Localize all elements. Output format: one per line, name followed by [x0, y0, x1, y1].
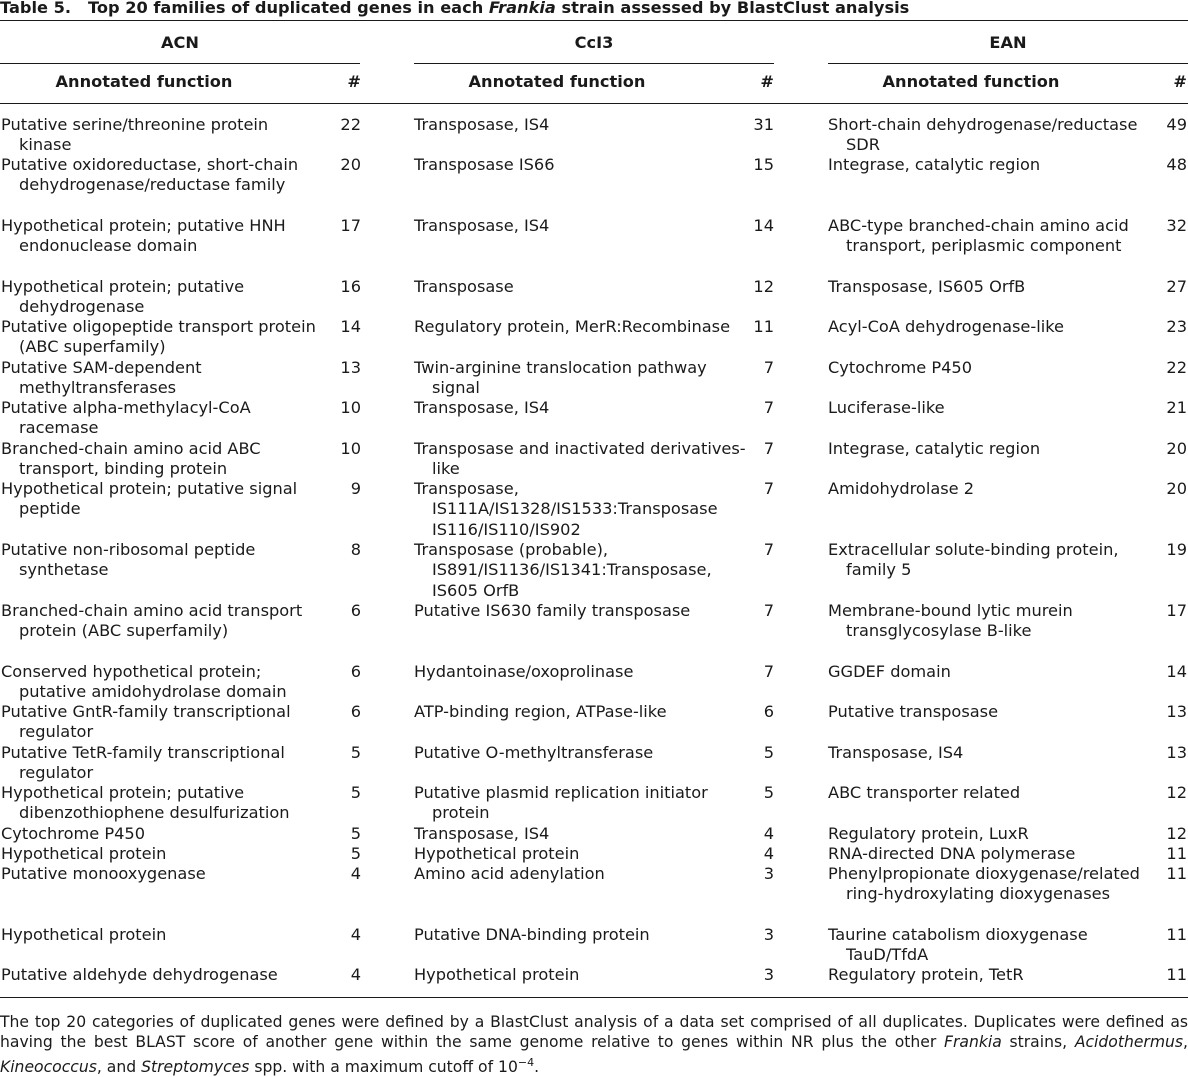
ean-count: 12 [1166, 783, 1187, 802]
acn-count: 6 [350, 702, 361, 721]
ean-count: 20 [1166, 479, 1187, 498]
cci3-function: Putative DNA-binding protein [414, 925, 650, 944]
acn-count: 8 [350, 540, 361, 559]
ean-count: 49 [1166, 115, 1187, 134]
cci3-count: 3 [763, 925, 774, 944]
footnote-italic-streptomyces: Streptomyces [141, 1057, 250, 1076]
acn-count: 5 [350, 824, 361, 843]
acn-function: Hypothetical protein; putative dehydrogenase [1, 277, 245, 317]
col-header-function-cci3: Annotated function [468, 72, 646, 91]
acn-count: 5 [350, 743, 361, 762]
cci3-function: Transposase, IS4 [414, 824, 550, 843]
footnote-text: strains, [1001, 1033, 1075, 1052]
strain-header-ean: EAN [989, 33, 1027, 52]
cci3-function: Twin-arginine translocation pathway signal [414, 358, 707, 398]
ean-function: Transposase, IS605 OrfB [828, 277, 1026, 296]
strain-header-cci3: CcI3 [574, 33, 614, 52]
header-rule [0, 103, 1188, 104]
ean-count: 14 [1166, 662, 1187, 681]
acn-count: 14 [340, 317, 361, 336]
ean-count: 11 [1166, 864, 1187, 883]
acn-function: Putative GntR-family transcriptional regulator [1, 702, 291, 742]
ean-function: Putative transposase [828, 702, 999, 721]
table-footnote [0, 1012, 1188, 1077]
cci3-function: Transposase, IS111A/IS1328/IS1533:Transposase IS116/IS110/IS902 [414, 479, 718, 539]
cci3-count: 5 [763, 743, 774, 762]
cci3-function: Transposase, IS4 [414, 115, 550, 134]
cci3-function: Hypothetical protein [414, 844, 580, 863]
acn-function: Branched-chain amino acid transport protein (ABC superfamily) [1, 601, 303, 641]
acn-count: 6 [350, 662, 361, 681]
ean-function: ABC transporter related [828, 783, 1021, 802]
ean-function: Regulatory protein, LuxR [828, 824, 1029, 843]
cci3-count: 3 [763, 864, 774, 883]
acn-count: 4 [350, 925, 361, 944]
footnote-text: The top 20 categories of duplicated genes were defined by a BlastClust analysis of a data set comprised of all duplicates. Duplicates were defined as having the best BLAST score of another gene within the same genome relative to genes within NR plus the other [0, 1013, 1188, 1052]
cci3-function: Putative O-methyltransferase [414, 743, 654, 762]
top-rule [0, 20, 1188, 21]
acn-function: Putative oligopeptide transport protein (ABC superfamily) [1, 317, 316, 357]
cci3-count: 11 [753, 317, 774, 336]
col-header-count-cci3: # [760, 72, 774, 91]
cci3-function: Transposase (probable), IS891/IS1136/IS1341:Transposase, IS605 OrfB [414, 540, 712, 600]
ean-function: GGDEF domain [828, 662, 951, 681]
footnote-text: spp. with a maximum cutoff of 10 [249, 1057, 518, 1076]
ean-function: Extracellular solute-binding protein, family 5 [828, 540, 1119, 580]
cci3-count: 14 [753, 216, 774, 235]
footnote-text: . [534, 1057, 540, 1076]
acn-count: 4 [350, 864, 361, 883]
cci3-function: Hypothetical protein [414, 965, 580, 984]
ean-count: 11 [1166, 925, 1187, 944]
acn-function: Hypothetical protein; putative dibenzothiophene desulfurization [1, 783, 290, 823]
ean-function: RNA-directed DNA polymerase [828, 844, 1076, 863]
acn-function: Putative aldehyde dehydrogenase [1, 965, 278, 984]
acn-function: Putative SAM-dependent methyltransferases [1, 358, 202, 398]
ean-count: 22 [1166, 358, 1187, 377]
strain-rule-ean [828, 63, 1188, 64]
ean-function: Integrase, catalytic region [828, 439, 1041, 458]
cci3-function: Transposase, IS4 [414, 216, 550, 235]
acn-count: 16 [340, 277, 361, 296]
ean-count: 13 [1166, 743, 1187, 762]
acn-count: 4 [350, 965, 361, 984]
footnote-text: , [1183, 1033, 1188, 1052]
ean-function: Luciferase-like [828, 398, 945, 417]
ean-function: Short-chain dehydrogenase/reductase SDR [828, 115, 1138, 155]
ean-count: 13 [1166, 702, 1187, 721]
acn-count: 5 [350, 783, 361, 802]
ean-function: Phenylpropionate dioxygenase/related ring-hydroxylating dioxygenases [828, 864, 1140, 904]
ean-count: 21 [1166, 398, 1187, 417]
ean-function: Transposase, IS4 [828, 743, 964, 762]
cci3-count: 6 [763, 702, 774, 721]
cci3-function: Transposase and inactivated derivatives-like [414, 439, 746, 479]
ean-count: 19 [1166, 540, 1187, 559]
cci3-count: 7 [763, 540, 774, 559]
acn-count: 13 [340, 358, 361, 377]
footnote-italic-kineococcus: Kineococcus [0, 1057, 97, 1076]
acn-count: 17 [340, 216, 361, 235]
ean-function: Regulatory protein, TetR [828, 965, 1024, 984]
acn-count: 10 [340, 398, 361, 417]
acn-function: Cytochrome P450 [1, 824, 146, 843]
ean-function: Amidohydrolase 2 [828, 479, 975, 498]
acn-function: Putative oxidoreductase, short-chain dehydrogenase/reductase family [1, 155, 299, 195]
footnote-text: , and [96, 1057, 142, 1076]
table-caption [0, 0, 1188, 18]
ean-count: 11 [1166, 844, 1187, 863]
cci3-function: Transposase [414, 277, 514, 296]
bottom-rule [0, 997, 1188, 998]
ean-function: Membrane-bound lytic murein transglycosylase B-like [828, 601, 1073, 641]
ean-function: Acyl-CoA dehydrogenase-like [828, 317, 1064, 336]
cci3-count: 4 [763, 844, 774, 863]
acn-function: Hypothetical protein; putative HNH endonuclease domain [1, 216, 286, 256]
acn-function: Hypothetical protein [1, 925, 167, 944]
acn-function: Putative non-ribosomal peptide synthetase [1, 540, 256, 580]
cci3-function: Amino acid adenylation [414, 864, 605, 883]
cci3-count: 7 [763, 398, 774, 417]
acn-count: 9 [350, 479, 361, 498]
cci3-function: Transposase IS66 [414, 155, 555, 174]
ean-count: 27 [1166, 277, 1187, 296]
cci3-count: 4 [763, 824, 774, 843]
cci3-function: Hydantoinase/oxoprolinase [414, 662, 634, 681]
cci3-function: Putative IS630 family transposase [414, 601, 691, 620]
col-header-function-acn: Annotated function [55, 72, 233, 91]
acn-count: 22 [340, 115, 361, 134]
cci3-count: 3 [763, 965, 774, 984]
footnote-exponent: −4 [517, 1055, 535, 1069]
cci3-function: Regulatory protein, MerR:Recombinase [414, 317, 731, 336]
strain-header-acn: ACN [161, 33, 199, 52]
ean-function: Cytochrome P450 [828, 358, 973, 377]
footnote-italic-acidothermus: Acidothermus [1074, 1033, 1184, 1052]
strain-rule-acn [0, 63, 360, 64]
ean-count: 32 [1166, 216, 1187, 235]
ean-count: 12 [1166, 824, 1187, 843]
caption-text-after: strain assessed by BlastClust analysis [555, 0, 910, 17]
cci3-count: 7 [763, 662, 774, 681]
cci3-count: 7 [763, 358, 774, 377]
ean-count: 48 [1166, 155, 1187, 174]
cci3-function: ATP-binding region, ATPase-like [414, 702, 667, 721]
col-header-function-ean: Annotated function [882, 72, 1060, 91]
acn-function: Hypothetical protein [1, 844, 167, 863]
ean-count: 17 [1166, 601, 1187, 620]
footnote-italic-frankia: Frankia [944, 1033, 1002, 1052]
acn-function: Conserved hypothetical protein; putative amidohydrolase domain [1, 662, 287, 702]
cci3-function: Transposase, IS4 [414, 398, 550, 417]
ean-function: ABC-type branched-chain amino acid transport, periplasmic component [828, 216, 1129, 256]
col-header-count-acn: # [347, 72, 361, 91]
acn-function: Putative monooxygenase [1, 864, 206, 883]
acn-count: 20 [340, 155, 361, 174]
acn-function: Branched-chain amino acid ABC transport, binding protein [1, 439, 261, 479]
acn-count: 6 [350, 601, 361, 620]
ean-count: 23 [1166, 317, 1187, 336]
cci3-count: 5 [763, 783, 774, 802]
cci3-count: 31 [753, 115, 774, 134]
ean-count: 11 [1166, 965, 1187, 984]
cci3-function: Putative plasmid replication initiator protein [414, 783, 708, 823]
cci3-count: 12 [753, 277, 774, 296]
acn-function: Putative TetR-family transcriptional regulator [1, 743, 285, 783]
caption-label: Table 5. [0, 0, 72, 17]
ean-function: Taurine catabolism dioxygenase TauD/TfdA [828, 925, 1088, 965]
acn-function: Putative alpha-methylacyl-CoA racemase [1, 398, 251, 438]
cci3-count: 15 [753, 155, 774, 174]
cci3-count: 7 [763, 479, 774, 498]
acn-count: 5 [350, 844, 361, 863]
ean-count: 20 [1166, 439, 1187, 458]
cci3-count: 7 [763, 439, 774, 458]
caption-italic: Frankia [488, 0, 556, 17]
strain-rule-cci3 [414, 63, 774, 64]
ean-function: Integrase, catalytic region [828, 155, 1041, 174]
acn-function: Hypothetical protein; putative signal peptide [1, 479, 298, 519]
acn-count: 10 [340, 439, 361, 458]
col-header-count-ean: # [1173, 72, 1187, 91]
caption-text: Top 20 families of duplicated genes in each [87, 0, 489, 17]
acn-function: Putative serine/threonine protein kinase [1, 115, 269, 155]
cci3-count: 7 [763, 601, 774, 620]
